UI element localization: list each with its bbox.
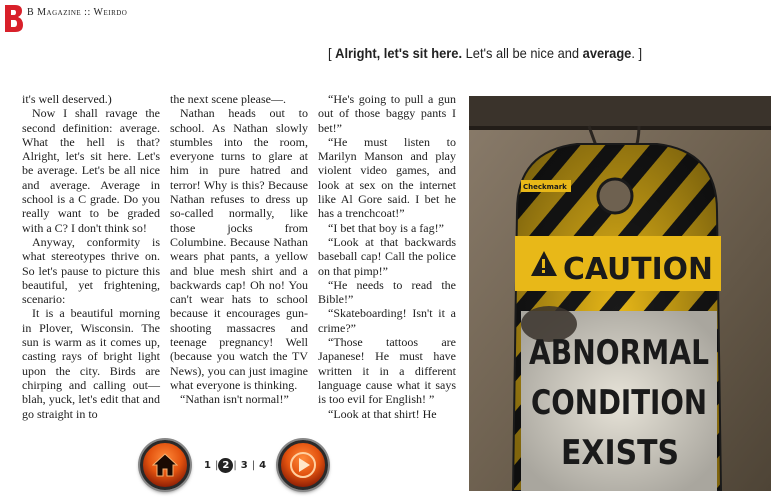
article-paragraph: It is a beautiful morning in Plover, Wisconsin. The sun is warm as it comes up, casting rays of bright light upon the city. Birds are chirping and calling out—blah, yuck, let's edit that and go straight in to xyxy=(22,306,160,421)
home-button[interactable] xyxy=(140,440,190,490)
next-page-button[interactable] xyxy=(278,440,328,490)
home-icon xyxy=(152,452,178,478)
caution-word: CAUTION xyxy=(563,252,713,287)
article-paragraph: the next scene please—. xyxy=(170,92,286,106)
article-paragraph: “Skateboarding! Isn't it a crime?” xyxy=(318,306,456,335)
pull-quote-bold-2: average xyxy=(582,45,632,61)
article-paragraph: “Look at that shirt! He xyxy=(328,406,437,421)
pull-quote-open: [ xyxy=(328,45,336,61)
article-paragraph: Nathan heads out to school. As Nathan slowly stumbles into the room, everyone turns to glare at him in pure hatred and terror! Why is this? Because Nathan refuses to dress up so-called normally, like those jocks from Columbine. Because Nathan wears phat pants, a yellow and blue mesh shirt and a backwards cap! Oh no! You can't wear hats to school because it encourages gun-shooting massacres and teenage pregnancy! Well (because you watch the TV News), you can just imagine what everyone is thinking. xyxy=(170,106,308,392)
page-link-4[interactable]: 4 xyxy=(259,459,267,471)
page-numbers xyxy=(200,458,270,473)
article-paragraph: “He needs to read the Bible!” xyxy=(318,277,456,307)
header xyxy=(2,2,127,32)
article-paragraph: Now I shall ravage the second definition: average. What the hell is that? Alright, let's sit here. Let's be average. Let's be all nice and average. Average in school is a C grade. Do you really want to be graded with a C? I don't think so! xyxy=(22,106,160,235)
page-separator: | xyxy=(214,459,219,471)
magazine-name: B Magazine :: Weirdo xyxy=(27,6,128,18)
article-paragraph: it's well deserved.) xyxy=(22,92,112,106)
article-column-1 xyxy=(22,92,160,421)
page-link-3[interactable]: 3 xyxy=(240,459,248,471)
article-column-3 xyxy=(318,92,456,421)
pull-quote-close: . ] xyxy=(631,45,643,61)
pull-quote-mid: Let's all be nice and xyxy=(462,45,583,61)
page-separator: | xyxy=(233,459,237,471)
article-paragraph: “Look at that backwards baseball cap! Call the police on that pimp!” xyxy=(318,234,456,278)
sign-line-1: ABNORMAL xyxy=(529,333,709,373)
page-link-2-current[interactable]: 2 xyxy=(218,458,233,473)
article-column-2 xyxy=(170,92,308,407)
article-paragraph: Anyway, conformity is what stereotypes thrive on. So let's pause to picture this beautiful, yet frightening, scenario: xyxy=(22,234,160,307)
article-paragraph: “Nathan isn't normal!” xyxy=(180,392,289,407)
article-paragraph: “Those tattoos are Japanese! He must have written it in a different language cause what it says is too evil for English! ” xyxy=(318,335,456,407)
sign-line-3: EXISTS xyxy=(561,433,679,473)
article-paragraph: “He's going to pull a gun out of those baggy pants I bet!” xyxy=(318,92,456,135)
pull-quote xyxy=(328,45,642,61)
sign-line-2: CONDITION xyxy=(531,383,707,423)
b-magazine-logo[interactable] xyxy=(2,3,24,31)
play-arrow-icon xyxy=(289,451,317,479)
article-paragraph: “I bet that boy is a fag!” xyxy=(328,220,444,235)
brand-label: Checkmark xyxy=(523,183,567,191)
page-link-1[interactable]: 1 xyxy=(204,459,211,471)
caution-sign-photo xyxy=(469,96,771,491)
page-navigation xyxy=(140,437,328,493)
article-paragraph: “He must listen to Marilyn Manson and play violent video games, and look at sex on the internet like Al Gore said. I bet he has a trenchcoat!” xyxy=(318,134,456,221)
pull-quote-bold-1: Alright, let's sit here. xyxy=(335,45,463,61)
page-separator: | xyxy=(251,459,256,471)
